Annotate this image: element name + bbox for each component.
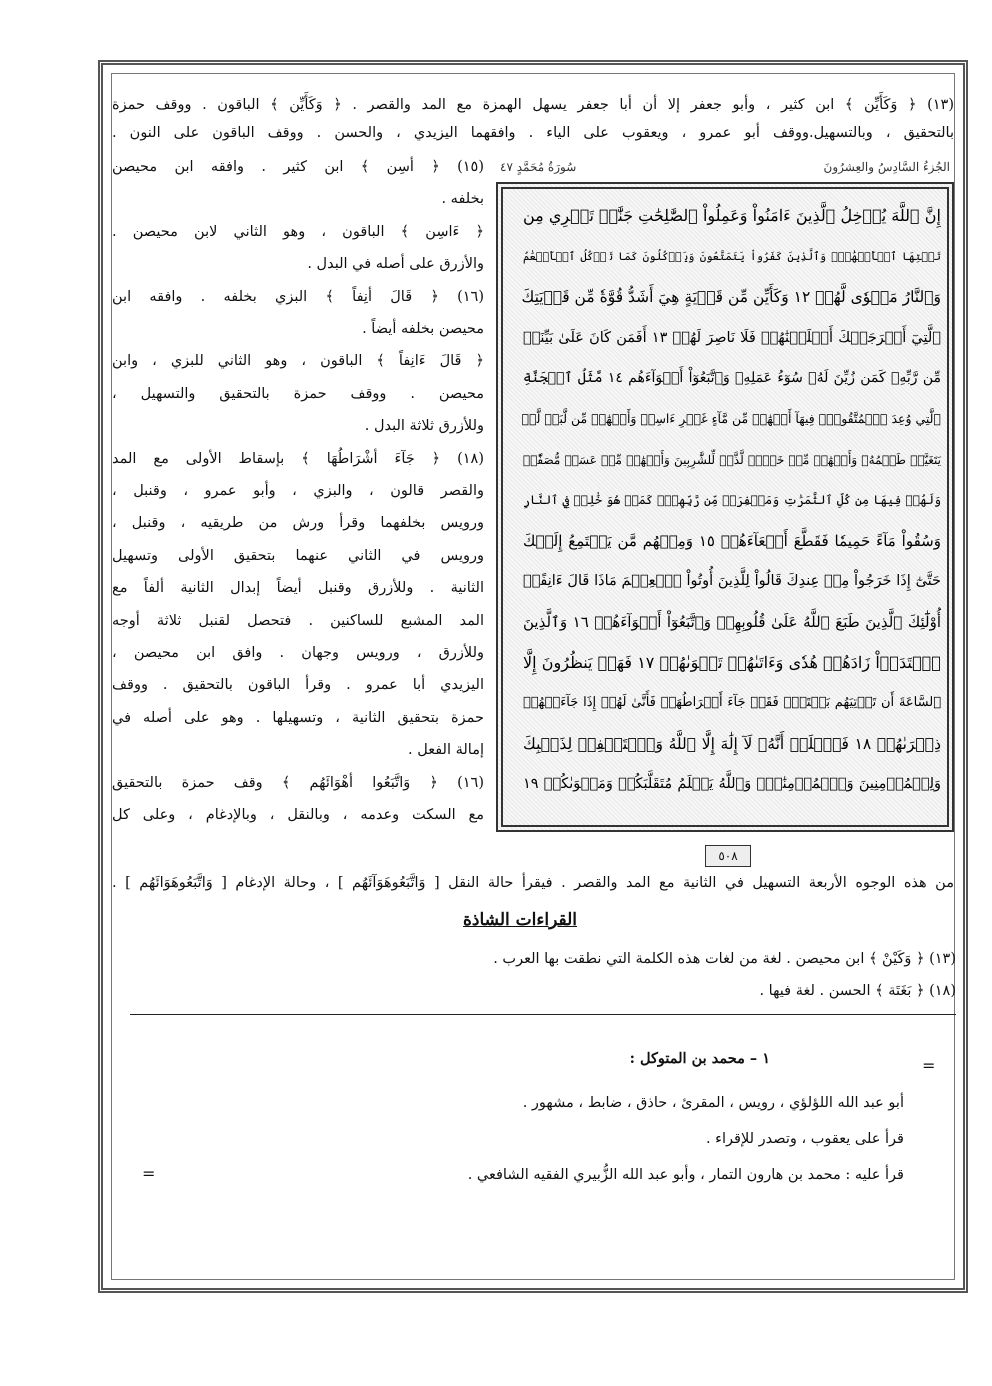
commentary-line: وللأزرق ، ورويس وجهان . وافق ابن محيصن ، — [112, 645, 484, 661]
section-title: القراءات الشاذة — [463, 910, 577, 930]
commentary-line: محيصن بخلفه أيضاً . — [362, 321, 484, 337]
page-number: ٥٠٨ — [705, 845, 751, 867]
verse-line: تَحۡتِهَا ٱلۡأَنۡهَٰرُۖ وَٱلَّذِينَ كَفَرُواْ يَتَمَتَّعُونَ وَيَأۡكُلُونَ كَمَا تَأۡكُلُ ٱلۡأَنۡعَٰمُ — [523, 249, 941, 263]
verse-line: ٱلَّتِيٓ أَخۡرَجَتۡكَ أَهۡلَكۡنَٰهُمۡ فَلَا نَاصِرَ لَهُمۡ ١٣ أَفَمَن كَانَ عَلَىٰ بَيِّنَةٖ — [523, 329, 941, 346]
footnote-line: قرأ على يعقوب ، وتصدر للإقراء . — [705, 1131, 904, 1147]
commentary-line: (١٦) ﴿ وَاتَّبَعُوا أهْوَائَهُم ﴾ وقف حمزة بالتحقيق — [112, 774, 484, 791]
commentary-line: بخلفه . — [441, 191, 484, 208]
commentary-line: الثانية . وللأزرق وقنبل أيضاً إبدال الثانية ألفاً مع — [112, 580, 484, 597]
commentary-line: ورويس بخلفهما وقرأ ورش من طريقيه ، وقنبل ، — [112, 515, 484, 532]
commentary-line: محيصن . ووقف حمزة بالتحقيق والتسهيل ، — [112, 385, 484, 402]
footnote-line: أبو عبد الله اللؤلؤي ، رويس ، المقرئ ، حاذق ، ضابط ، مشهور . — [522, 1095, 904, 1111]
footnote-marker: = — [922, 1056, 936, 1075]
commentary-line: (١٥) ﴿ أسِن ﴾ ابن كثير . وافقه ابن محيصن — [112, 159, 484, 175]
surah-header: سُورَةُ مُحَمَّدٍ ٤٧ — [500, 160, 577, 174]
footnote-end-marker: = — [142, 1164, 156, 1183]
commentary-line: إمالة الفعل . — [408, 742, 484, 759]
verse-line: ٱلسَّاعَةَ أَن تَأۡتِيَهُم بَغۡتَةٗۖ فَقَدۡ جَآءَ أَشۡرَاطُهَاۚ فَأَنَّىٰ لَهُمۡ إِذَا جَآءَتۡهُمۡ — [523, 695, 941, 711]
verse-line: حَتَّىٰٓ إِذَا خَرَجُواْ مِنۡ عِندِكَ قَالُواْ لِلَّذِينَ أُوتُواْ ٱلۡعِلۡمَ مَاذَا قَالَ ءَانِفًاۚ — [523, 573, 941, 590]
verse-line: وَلَهُمۡ فِيهَا مِن كُلِّ ٱلثَّمَرَٰتِ وَمَغۡفِرَةٞ مِّن رَّبِّهِمۡۖ كَمَنۡ هُوَ خَٰلِدٞ فِي ٱلنَّارِ — [523, 493, 941, 508]
verse-line: ذِكۡرَىٰهُمۡ ١٨ فَٱعۡلَمۡ أَنَّهُۥ لَآ إِلَٰهَ إِلَّا ٱللَّهُ وَٱسۡتَغۡفِرۡ لِذَنۢبِكَ — [523, 734, 942, 753]
commentary-line: من هذه الوجوه الأربعة التسهيل في الثانية مع المد والقصر . فيقرأ حالة النقل [ وَاتَّبَعُوهَوَآئَهُم ] ، وحالة الإدغام [ وَاتَّبَعُوهَوَائَهُم ] . — [112, 875, 954, 891]
commentary-line: اليزيدي أبا عمرو . وقرأ الباقون بالتحقيق . ووقف — [112, 677, 484, 694]
verse-line: وَسُقُواْ مَآءً حَمِيمٗا فَقَطَّعَ أَمۡعَآءَهُمۡ ١٥ وَمِنۡهُم مَّن يَسۡتَمِعُ إِلَيۡكَ — [523, 531, 941, 550]
commentary-line: المد المشبع للساكنين . فتحصل لقنبل ثلاثة أوجه — [112, 612, 484, 629]
verse-line: ٱهۡتَدَوۡاْ زَادَهُمۡ هُدٗى وَءَاتَىٰهُمۡ تَقۡوَىٰهُمۡ ١٧ فَهَلۡ يَنظُرُونَ إِلَّا — [523, 652, 941, 672]
footnote-separator — [130, 1014, 956, 1015]
verse-line: إِنَّ ٱللَّهَ يُدۡخِلُ ٱلَّذِينَ ءَامَنُواْ وَعَمِلُواْ ٱلصَّٰلِحَٰتِ جَنَّٰتٖ تَجۡرِي مِن — [523, 206, 941, 225]
commentary-line: ﴿ ءَاسِن ﴾ الباقون ، وهو الثاني لابن محيصن . — [112, 223, 484, 240]
mushaf-panel — [496, 160, 954, 848]
verse-line: يَتَغَيَّرۡ طَعۡمُهُۥ وَأَنۡهَٰرٞ مِّنۡ خَمۡرٖ لَّذَّةٖ لِّلشَّٰرِبِينَ وَأَنۡهَٰرٞ مِّنۡ عَسَلٖ مُّصَفّٗىۖ — [523, 452, 941, 467]
commentary-line: (١٣) ﴿ وَكَأَيِّن ﴾ ابن كثير ، وأبو جعفر إلا أن أبا جعفر يسهل الهمزة مع المد والقصر . ﴿ وَكَأَيِّن ﴾ الباقون . ووقف حمزة — [112, 97, 954, 113]
juz-header: الجُزءُ السَّادِسُ والعِشرُونَ — [823, 160, 950, 174]
commentary-line: ورويس في الثاني عنهما بتحقيق الأولى وتسهيل — [112, 547, 484, 564]
mushaf-frame — [496, 182, 954, 832]
shadhah-line: (١٨) ﴿ بَغَتَة ﴾ الحسن . لغة فيها . — [759, 983, 956, 999]
commentary-line: وللأزرق ثلاثة البدل . — [364, 418, 484, 435]
commentary-line: والقصر قالون ، والبزي ، وأبو عمرو ، وقنبل ، — [112, 483, 484, 499]
commentary-line: (١٦) ﴿ قَالَ أنِفاً ﴾ البزي بخلفه . وافقه ابن — [112, 288, 484, 305]
shadhah-line: (١٣) ﴿ وَكَيْنْ ﴾ ابن محيصن . لغة من لغات هذه الكلمة التي نطقت بها العرب . — [493, 951, 956, 967]
footnote-heading: ١ – محمد بن المتوكل : — [629, 1050, 770, 1067]
commentary-line: والأزرق على أصله في البدل . — [307, 256, 484, 273]
verse-line: مِّن رَّبِّهِۦ كَمَن زُيِّنَ لَهُۥ سُوٓءُ عَمَلِهِۦ وَٱتَّبَعُوٓاْ أَهۡوَآءَهُم ١٤ مَّثَلُ ٱلۡجَنَّةِ — [523, 370, 942, 387]
verse-line: وَلِلۡمُؤۡمِنِينَ وَٱلۡمُؤۡمِنَٰتِۗ وَٱللَّهُ يَعۡلَمُ مُتَقَلَّبَكُمۡ وَمَثۡوَىٰكُمۡ ١٩ — [523, 776, 941, 793]
commentary-line: مع السكت وعدمه ، وبالنقل ، وبالإدغام ، وعلى كل — [112, 807, 484, 823]
commentary-line: (١٨) ﴿ جَآءَ أشْرَاطُهَا ﴾ بإسقاط الأولى مع المد — [112, 450, 484, 467]
commentary-line: حمزة بتحقيق الثانية ، وتسهيلها . وهو على أصله في — [112, 709, 484, 726]
verse-line: أُوْلَٰٓئِكَ ٱلَّذِينَ طَبَعَ ٱللَّهُ عَلَىٰ قُلُوبِهِمۡ وَٱتَّبَعُوٓاْ أَهۡوَآءَهُمۡ ١٦ وَٱلَّذِينَ — [523, 613, 941, 631]
commentary-line: بالتحقيق ، وبالتسهيل.ووقف أبو عمرو ، ويعقوب على الياء . وافقهما اليزيدي ، والحسن . ووقف الباقون على النون . — [112, 125, 954, 141]
footnote-line: قرأ عليه : محمد بن هارون التمار ، وأبو عبد الله الزُّبيري الفقيه الشافعي . — [467, 1167, 904, 1183]
verse-line: وَٱلنَّارُ مَثۡوٗى لَّهُمۡ ١٢ وَكَأَيِّن مِّن قَرۡيَةٍ هِيَ أَشَدُّ قُوَّةٗ مِّن قَرۡيَتِكَ — [521, 288, 941, 307]
commentary-line: ﴿ قَالَ ءَانِفاً ﴾ الباقون ، وهو الثاني للبزي ، وابن — [112, 353, 484, 370]
verse-line: ٱلَّتِي وُعِدَ ٱلۡمُتَّقُونَۖ فِيهَآ أَنۡهَٰرٞ مِّن مَّآءٍ غَيۡرِ ءَاسِنٖ وَأَنۡهَٰرٞ مِّن لَّبَنٖ لَّمۡ — [521, 411, 941, 426]
